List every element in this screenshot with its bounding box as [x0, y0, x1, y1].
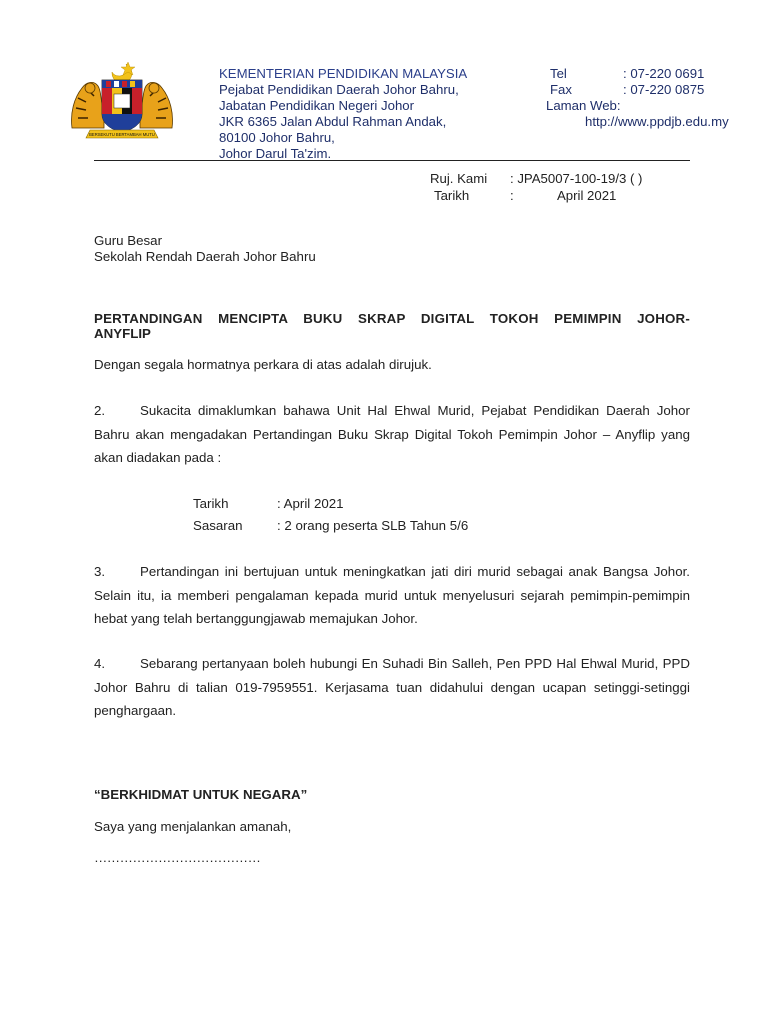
logo-motto: BERSEKUTU BERTAMBAH MUTU: [89, 132, 155, 138]
date-label: Tarikh: [434, 188, 470, 203]
ref-label: Ruj. Kami: [430, 171, 488, 186]
detail-target-value: : 2 orang peserta SLB Tahun 5/6: [277, 518, 469, 533]
header-divider: [94, 160, 690, 161]
address-postcode: 80100 Johor Bahru,: [219, 130, 335, 145]
date-value: April 2021: [557, 188, 617, 203]
signature-dots: …………………………………: [94, 850, 261, 865]
website-link[interactable]: http://www.ppdjb.edu.my: [585, 114, 729, 129]
detail-date-label: Tarikh: [193, 496, 229, 511]
address-street: JKR 6365 Jalan Abdul Rahman Andak,: [219, 114, 447, 129]
address-state: Johor Darul Ta'zim.: [219, 146, 332, 161]
left-tiger-icon: [71, 82, 104, 128]
office-name: Pejabat Pendidikan Daerah Johor Bahru,: [219, 82, 459, 97]
recipient-title: Guru Besar: [94, 233, 162, 248]
paragraph-3-text: Pertandingan ini bertujuan untuk meningkatkan jati diri murid sebagai anak Bangsa Johor. Selain itu, ia memberi pengalaman kepada murid untuk menyelusuri sejarah pemimpin-pemimpin hebat yang telah bertanggungjawab memajukan Johor.: [94, 564, 690, 626]
coat-of-arms-logo: [68, 58, 176, 144]
paragraph-3: [94, 560, 690, 631]
department-name: Jabatan Pendidikan Negeri Johor: [219, 98, 415, 113]
date-colon: :: [510, 188, 514, 203]
ref-value: : JPA5007-100-19/3 ( ): [510, 171, 643, 186]
recipient-school: Sekolah Rendah Daerah Johor Bahru: [94, 249, 316, 264]
shield-icon: [102, 80, 142, 132]
fax-label: Fax: [550, 82, 572, 97]
detail-date-value: : April 2021: [277, 496, 344, 511]
paragraph-4: [94, 652, 690, 723]
tel-value: : 07-220 0691: [623, 66, 705, 81]
paragraph-4-text: Sebarang pertanyaan boleh hubungi En Suhadi Bin Salleh, Pen PPD Hal Ehwal Murid, PPD Johor Bahru di talian 019-7959551. Kerjasama tuan didahului dengan ucapan setinggi-setinggi penghargaan.: [94, 656, 690, 718]
paragraph-2: [94, 399, 690, 470]
subject-line-1: PERTANDINGAN MENCIPTA BUKU SKRAP DIGITAL TOKOH PEMIMPIN JOHOR-: [94, 311, 690, 326]
closing-motto: “BERKHIDMAT UNTUK NEGARA”: [94, 787, 308, 802]
detail-target-label: Sasaran: [193, 518, 243, 533]
paragraph-2-number: 2.: [94, 403, 106, 418]
fax-value: : 07-220 0875: [623, 82, 705, 97]
tel-label: Tel: [550, 66, 567, 81]
website-label: Laman Web:: [546, 98, 621, 113]
signoff-line: Saya yang menjalankan amanah,: [94, 819, 292, 834]
paragraph-3-number: 3.: [94, 564, 106, 579]
paragraph-4-number: 4.: [94, 656, 106, 671]
right-tiger-icon: [140, 82, 173, 128]
opening-line: Dengan segala hormatnya perkara di atas adalah dirujuk.: [94, 357, 432, 372]
ministry-name: KEMENTERIAN PENDIDIKAN MALAYSIA: [219, 66, 468, 81]
subject-line-2: ANYFLIP: [94, 326, 151, 341]
paragraph-2-text: Sukacita dimaklumkan bahawa Unit Hal Ehwal Murid, Pejabat Pendidikan Daerah Johor Bahru akan mengadakan Pertandingan Buku Skrap Digital Tokoh Pemimpin Johor – Anyflip yang akan diadakan pada :: [94, 403, 690, 465]
